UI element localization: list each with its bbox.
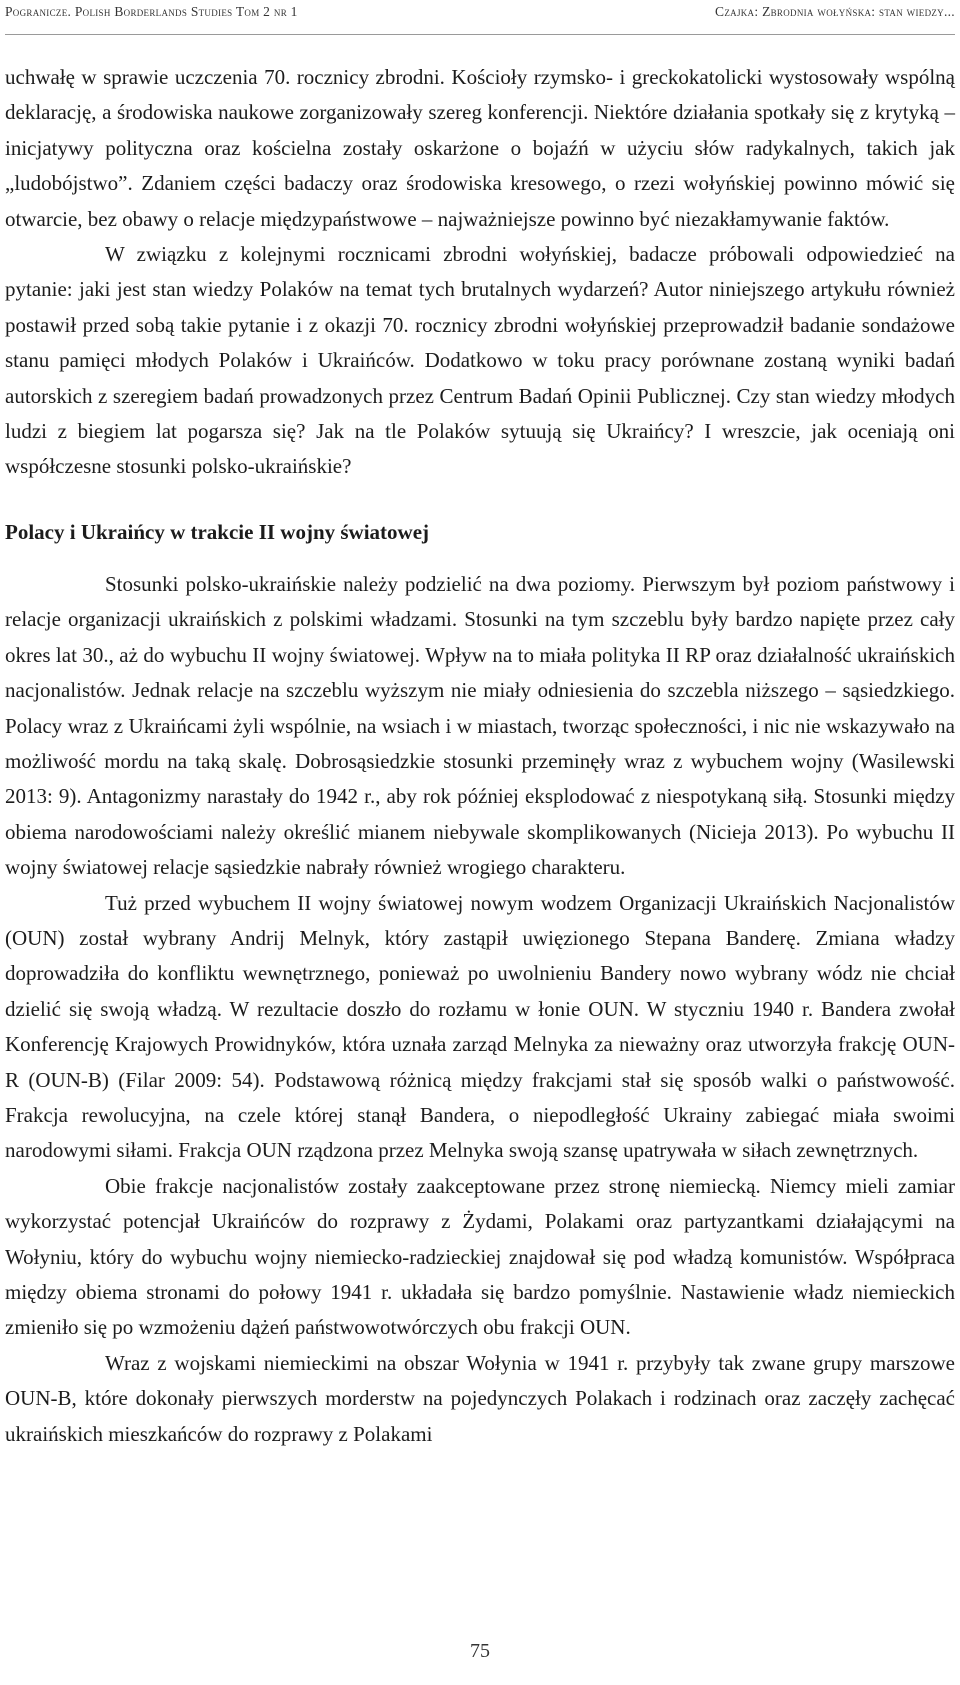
paragraph: Obie frakcje nacjonalistów zostały zaakceptowane przez stronę niemiecką. Niemcy mieli zamiar wykorzystać potencjał Ukraińców do rozprawy z Żydami, Polakami oraz partyzantkami działającymi na Wołyniu, który do wybuchu wojny niemiecko-radzieckiej znajdował się pod władzą komunistów. Współpraca między obiema stronami do połowy 1941 r. układała się bardzo pomyślnie. Nastawienie władz niemieckich zmieniło się po wzmożeniu dążeń państwowotwórczych obu frakcji OUN.	[5, 1173, 955, 1340]
paragraph: Tuż przed wybuchem II wojny światowej nowym wodzem Organizacji Ukraińskich Nacjonalistów (OUN) został wybrany Andrij Melnyk, który zastąpił uwięzionego Stepana Banderę. Zmiana władzy doprowadziła do konfliktu wewnętrznego, ponieważ po uwolnieniu Bandery nowo wybrany wódz nie chciał dzielić się swoją władzą. W rezultacie doszło do rozłamu w łonie OUN. W styczniu 1940 r. Bandera zwołał Konferencję Krajowych Prowidnyków, która uznała zarząd Melnyka za nieważny oraz utworzyła frakcję OUN-R (OUN-B) (Filar 2009: 54). Podstawową różnicą między frakcjami stał się sposób walki o państwowość. Frakcja rewolucyjna, na czele której stanął Bandera, o niepodległość Ukrainy zabiegać miała swoimi narodowymi siłami. Frakcja OUN rządzona przez Melnyka swoją szansę upatrywała w siłach zewnętrznych.	[5, 890, 955, 1163]
paragraph: W związku z kolejnymi rocznicami zbrodni wołyńskiej, badacze próbowali odpowiedzieć na pytanie: jaki jest stan wiedzy Polaków na temat tych brutalnych wydarzeń? Autor niniejszego artykułu również postawił przed sobą takie pytanie i z okazji 70. rocznicy zbrodni wołyńskiej przeprowadził badanie sondażowe stanu pamięci młodych Polaków i Ukraińców. Dodatkowo w toku pracy porównane zostaną wyniki badań autorskich z szeregiem badań prowadzonych przez Centrum Badań Opinii Publicznej. Czy stan wiedzy młodych ludzi z biegiem lat pogarsza się? Jak na tle Polaków sytuują się Ukraińcy? I wreszcie, jak oceniają oni współczesne stosunki polsko-ukraińskie?	[5, 242, 955, 479]
journal-title: Pogranicze. Polish Borderlands Studies Tom 2 nr 1	[5, 4, 298, 19]
page-number: 75	[470, 1640, 490, 1662]
paragraph: Stosunki polsko-ukraińskie należy podzielić na dwa poziomy. Pierwszym był poziom państwowy i relacje organizacji ukraińskich z polskimi władzami. Stosunki na tym szczeblu były bardzo napięte przez cały okres lat 30., aż do wybuchu II wojny światowej. Wpływ na to miała polityka II RP oraz działalność ukraińskich nacjonalistów. Jednak relacje na szczeblu wyższym nie miały odniesienia do szczebla niższego – sąsiedzkiego. Polacy wraz z Ukraińcami żyli wspólnie, na wsiach i w miastach, tworząc społeczności, i nic nie wskazywało na możliwość mordu na taką skalę. Dobrosąsiedzkie stosunki przeminęły wraz z wybuchem wojny (Wasilewski 2013: 9). Antagonizmy narastały do 1942 r., aby rok później eksplodować z niespotykaną siłą. Stosunki między obiema narodowościami należy określić mianem niebywale skomplikowanych (Nicieja 2013). Po wybuchu II wojny światowej relacje sąsiedzkie nabrały również wrogiego charakteru.	[5, 571, 955, 880]
paragraph: uchwałę w sprawie uczczenia 70. rocznicy zbrodni. Kościoły rzymsko- i greckokatolicki wystosowały wspólną deklarację, a środowiska naukowe zorganizowały szereg konferencji. Niektóre działania spotkały się z krytyką – inicjatywy polityczna oraz kościelna zostały oskarżone o bojaźń w użyciu słów radykalnych, takich jak „ludobójstwo”. Zdaniem części badaczy oraz środowiska kresowego, o rzezi wołyńskiej powinno mówić się otwarcie, bez obawy o relacje międzypaństwowe – najważniejsze powinno być niezakłamywanie faktów.	[5, 65, 955, 231]
section-heading: Polacy i Ukraińcy w trakcie II wojny światowej	[5, 519, 430, 544]
running-header	[5, 0, 955, 35]
article-body	[5, 60, 955, 1452]
article-running-title: Czajka: Zbrodnia wołyńska: stan wiedzy...	[715, 4, 955, 19]
paragraph: Wraz z wojskami niemieckimi na obszar Wołynia w 1941 r. przybyły tak zwane grupy marszowe OUN-B, które dokonały pierwszych morderstw na pojedynczych Polakach i rodzinach oraz zaczęły zachęcać ukraińskich mieszkańców do rozprawy z Polakami	[5, 1350, 955, 1446]
